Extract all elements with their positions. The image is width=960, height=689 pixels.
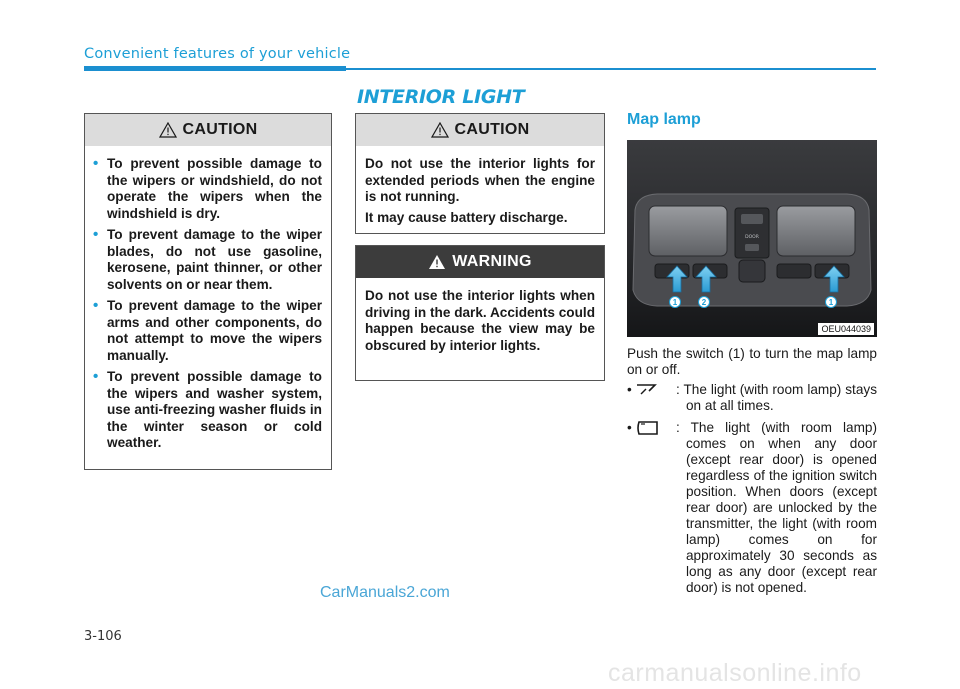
- header-accent-bar: [84, 66, 346, 71]
- item-description: : The light (with room lamp) stays on at all times.: [676, 382, 877, 413]
- warning-triangle-icon: [159, 122, 177, 138]
- running-header: Convenient features of your vehicle: [84, 46, 351, 62]
- section-title: INTERIOR LIGHT: [357, 86, 525, 108]
- bullet: •: [627, 420, 632, 435]
- sunroof-switch[interactable]: [739, 260, 765, 282]
- caution-text: It may cause battery discharge.: [365, 209, 568, 225]
- warning-header: [356, 246, 604, 278]
- image-code: OEU044039: [818, 323, 874, 335]
- svg-text:1: 1: [672, 298, 678, 307]
- caution-header: [356, 114, 604, 146]
- caution-item: • To prevent possible damage to the wipers or windshield, do not operate the wipers when the windshield is dry.: [107, 156, 322, 222]
- watermark: CarManuals2.com: [320, 584, 450, 601]
- caution-list: [85, 146, 331, 465]
- header-rule: [346, 68, 876, 70]
- page-number: 3-106: [84, 629, 122, 644]
- warning-triangle-icon: [428, 254, 446, 270]
- warning-box: [355, 245, 605, 381]
- site-watermark: carmanualsonline.info: [608, 659, 862, 687]
- door-switch-text: DOOR: [745, 235, 759, 240]
- caution-header: [85, 114, 331, 146]
- warning-triangle-icon: [431, 122, 449, 138]
- callout-1-left: [670, 297, 681, 308]
- caution-item: • To prevent possible damage to the wipers and washer system, use anti-freezing washer fluids in the winter season or cold weather.: [107, 369, 322, 452]
- caution-text: Do not use the interior lights for extended periods when the engine is not running.: [365, 156, 595, 204]
- warning-label: WARNING: [452, 253, 532, 270]
- caution-label: CAUTION: [454, 121, 530, 138]
- warning-text: Do not use the interior lights when driving in the dark. Accidents could happen because the view may be obscured by interior lights.: [365, 288, 595, 353]
- caution-item: • To prevent damage to the wiper arms and other components, do not attempt to move the wipers manually.: [107, 298, 322, 364]
- map-lamp-heading: Map lamp: [627, 111, 701, 128]
- list-item: [627, 420, 877, 596]
- overhead-console-illustration: [627, 140, 877, 337]
- caution-body: [356, 146, 604, 238]
- callout-1-right: [826, 297, 837, 308]
- list-item: [627, 382, 877, 414]
- door-mode-icon: [635, 420, 661, 436]
- map-lamp-photo: [627, 140, 877, 337]
- map-lamp-switch-icon: [635, 382, 659, 396]
- svg-text:2: 2: [701, 298, 707, 307]
- caution-box-battery: [355, 113, 605, 234]
- caution-label: CAUTION: [182, 121, 258, 138]
- warning-body: [356, 278, 604, 366]
- caution-item: • To prevent damage to the wiper blades, do not use gasoline, kerosene, paint thinner, or other solvents on or near them.: [107, 227, 322, 293]
- svg-text:1: 1: [828, 298, 834, 307]
- caution-box-wipers: [84, 113, 332, 470]
- callout-2: [699, 297, 710, 308]
- map-lamp-intro: Push the switch (1) to turn the map lamp on or off.: [627, 346, 877, 377]
- item-description: : The light (with room lamp) comes on when any door (except rear door) is opened regardless of the ignition switch position. When doors (except rear door) are unlocked by the transmitter, the light (with room lamp) comes on for approximately 30 seconds as long as any door (except rear door) is not opened.: [676, 420, 877, 595]
- bullet: •: [627, 382, 632, 397]
